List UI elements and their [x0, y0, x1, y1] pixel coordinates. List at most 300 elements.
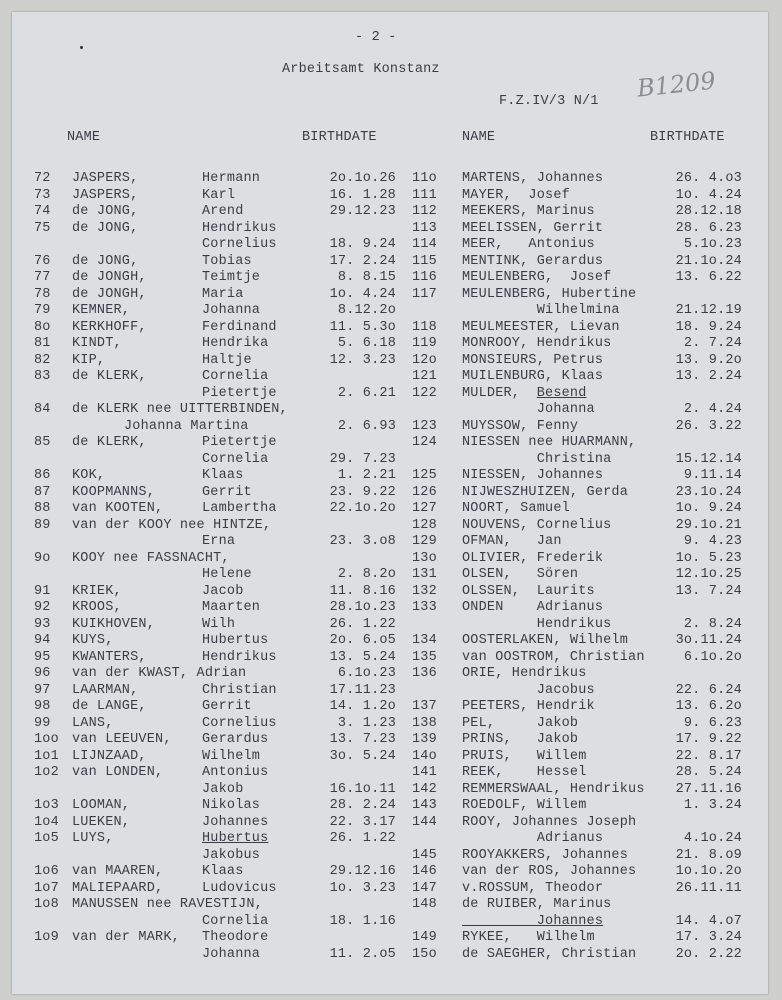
entry-number: 93 [34, 616, 51, 632]
entry-number: 75 [34, 220, 51, 236]
entry-number: 88 [34, 501, 51, 516]
entry-birthdate: 2. 6.93 [337, 418, 396, 434]
entry-row [12, 485, 412, 501]
entry-name: ROOYAKKERS, Johannes [462, 847, 629, 863]
entry-given-name: Johanna [202, 303, 261, 318]
entry-number: 144 [412, 814, 437, 830]
entry-birthdate: 26. 3.22 [675, 418, 742, 434]
entry-birthdate: 2. 6.21 [337, 385, 396, 401]
entry-given-name: Maarten [202, 600, 261, 615]
entry-row [412, 188, 742, 204]
entry-name: ROOY, Johannes Joseph [462, 814, 637, 830]
entry-row [12, 171, 412, 187]
entry-number: 89 [34, 517, 51, 533]
entry-number: 148 [412, 897, 437, 912]
entry-row [412, 254, 742, 270]
entry-row [412, 930, 742, 946]
entry-given-name: Teimtje [202, 270, 261, 285]
entry-birthdate: 23. 9.22 [329, 484, 396, 500]
entry-birthdate: 17. 3.24 [675, 930, 742, 945]
entry-number: 82 [34, 352, 51, 368]
entry-number: 143 [412, 798, 437, 813]
entry-given-name: Haltje [202, 352, 252, 368]
entry-number: 112 [412, 204, 437, 219]
entry-name: OLSEN, Sören [462, 567, 579, 582]
entry-birthdate: 12.1o.25 [675, 567, 742, 582]
entry-number: 96 [34, 666, 51, 681]
entry-birthdate: 5.1o.23 [683, 237, 742, 252]
entry-surname: van der KOOY nee HINTZE, [72, 517, 272, 533]
entry-birthdate: 11. 2.o5 [329, 946, 396, 962]
entry-birthdate: 4.1o.24 [683, 831, 742, 846]
entry-number: 73 [34, 187, 51, 203]
entry-birthdate: 2o. 6.o5 [329, 633, 396, 648]
entry-birthdate: 28. 2.24 [329, 798, 396, 813]
entry-row [412, 237, 742, 253]
entry-number: 97 [34, 682, 51, 698]
entry-number: 146 [412, 864, 437, 879]
entry-name: Wilhelmina [462, 303, 620, 318]
entry-number: 83 [34, 369, 51, 384]
entry-birthdate: 1. 2.21 [337, 468, 396, 483]
entry-name: NOORT, Samuel [462, 501, 570, 516]
entry-name: MEELISSEN, Gerrit [462, 220, 604, 236]
entry-number: 72 [34, 171, 51, 186]
page-number: - 2 - [355, 30, 397, 45]
entry-name: MUILENBURG, Klaas [462, 369, 604, 384]
entry-row [12, 270, 412, 286]
right-birthdate-header: BIRTHDATE [650, 130, 725, 145]
entry-surname: de LANGE, [72, 699, 147, 714]
entry-name: PEL, Jakob [462, 715, 579, 731]
entry-name: Christina [462, 451, 612, 467]
entry-number: 1o2 [34, 765, 59, 780]
entry-given-name: Jakob [202, 781, 244, 797]
entry-row [412, 303, 742, 319]
entry-birthdate: 23. 3.o8 [329, 534, 396, 549]
entry-birthdate: 16.1o.11 [329, 781, 396, 797]
entry-surname: KOK, [72, 468, 106, 483]
entry-surname: LUYS, [72, 831, 114, 846]
entry-birthdate: 18. 9.24 [675, 319, 742, 335]
entry-number: 124 [412, 435, 437, 450]
entry-name: NOUVENS, Cornelius [462, 517, 612, 533]
entry-given-name: Antonius [202, 765, 269, 780]
entry-name: MEER, Antonius [462, 237, 595, 252]
entry-number: 91 [34, 583, 51, 599]
entry-birthdate: 12. 3.23 [329, 352, 396, 368]
entry-name: NIESSEN, Johannes [462, 468, 604, 483]
entry-surname: KUYS, [72, 633, 114, 648]
entry-row [12, 353, 412, 369]
entry-surname: van MAAREN, [72, 864, 164, 879]
entry-birthdate: 2. 4.24 [683, 402, 742, 417]
entry-birthdate: 13. 6.2o [675, 699, 742, 714]
entry-name: Johanna [462, 402, 595, 417]
entry-number: 123 [412, 418, 437, 434]
entry-surname: de KLERK, [72, 369, 147, 384]
entry-row [412, 518, 742, 534]
document-page [12, 12, 768, 994]
entry-number: 135 [412, 649, 437, 665]
entry-row [412, 435, 742, 451]
entry-given-name: Jakobus [202, 847, 261, 863]
entry-name: REEK, Hessel [462, 765, 587, 780]
entry-row [12, 881, 412, 897]
entry-number: 129 [412, 534, 437, 549]
entry-birthdate: 22. 3.17 [329, 814, 396, 830]
entry-row [412, 270, 742, 286]
entry-row [412, 815, 742, 831]
entry-number: 1o1 [34, 748, 59, 764]
entry-name: ORIE, Hendrikus [462, 666, 587, 681]
entry-number: 14o [412, 748, 437, 764]
entry-birthdate: 3. 1.23 [337, 715, 396, 731]
entry-birthdate: 21. 8.o9 [675, 847, 742, 863]
entry-given-name: Hendrikus [202, 220, 277, 236]
entry-surname: de JONGH, [72, 286, 147, 302]
entry-name: Johannes [462, 913, 604, 929]
entry-given-name: Erna [202, 534, 236, 549]
entry-surname: KWANTERS, [72, 649, 147, 665]
entry-given-name: Arend [202, 204, 244, 219]
entry-row [12, 419, 412, 435]
entry-birthdate: 22.1o.2o [329, 501, 396, 516]
entry-birthdate: 18. 9.24 [329, 237, 396, 252]
entry-given-name: Ludovicus [202, 880, 277, 896]
entry-number: 85 [34, 435, 51, 450]
entry-given-name: Gerrit [202, 699, 252, 714]
entry-surname: KEMNER, [72, 303, 131, 318]
entry-name: MENTINK, Gerardus [462, 253, 604, 269]
entry-name: van OOSTROM, Christian [462, 649, 645, 665]
entry-birthdate: 26. 1.22 [329, 616, 396, 632]
entry-row [12, 699, 412, 715]
entry-row [412, 617, 742, 633]
entry-row [12, 584, 412, 600]
entry-row [412, 386, 742, 402]
entry-name: MEULENBERG, Josef [462, 270, 612, 285]
entry-row [12, 221, 412, 237]
entry-row [412, 699, 742, 715]
entry-row [12, 534, 412, 550]
entry-number: 9o [34, 550, 51, 566]
entry-birthdate: 1o. 4.24 [675, 187, 742, 203]
entry-surname: KINDT, [72, 336, 122, 351]
entry-row [412, 287, 742, 303]
entry-name: MULDER, Besend [462, 385, 587, 401]
entry-given-name: Jacob [202, 583, 244, 599]
left-birthdate-header: BIRTHDATE [302, 130, 377, 145]
entry-number: 77 [34, 270, 51, 285]
entry-row [12, 254, 412, 270]
entry-name: PEETERS, Hendrik [462, 699, 595, 714]
entry-birthdate: 29.12.23 [329, 204, 396, 219]
entry-row [412, 831, 742, 847]
entry-row [412, 534, 742, 550]
entry-row [12, 914, 412, 930]
entry-row [412, 765, 742, 781]
entry-surname: van KOOTEN, [72, 501, 164, 516]
entry-surname: van der MARK, [72, 930, 180, 945]
entry-number: 87 [34, 484, 51, 500]
entry-given-name: Hermann [202, 171, 261, 186]
entry-birthdate: 28. 5.24 [675, 765, 742, 780]
entry-name: NIESSEN nee HUARMANN, [462, 435, 637, 450]
entry-row [412, 320, 742, 336]
entry-row [12, 501, 412, 517]
entry-birthdate: 21.1o.24 [675, 253, 742, 269]
entry-birthdate: 11. 5.3o [329, 319, 396, 335]
entry-given-name: Cornelia [202, 451, 269, 467]
entry-birthdate: 1o.1o.2o [675, 864, 742, 879]
entry-birthdate: 1o. 9.24 [675, 501, 742, 516]
entry-birthdate: 26. 1.22 [329, 831, 396, 846]
entry-row [12, 650, 412, 666]
entry-surname: KUIKHOVEN, [72, 616, 156, 632]
entry-birthdate: 8.12.2o [337, 303, 396, 318]
entry-given-name: Cornelia [202, 369, 269, 384]
entry-given-name: Nikolas [202, 798, 261, 813]
entry-surname: de JONGH, [72, 270, 147, 285]
office-title: Arbeitsamt Konstanz [282, 62, 440, 77]
entry-row [412, 864, 742, 880]
entry-row [412, 221, 742, 237]
entry-given-name: Klaas [202, 468, 244, 483]
entry-row [412, 782, 742, 798]
entry-row [12, 798, 412, 814]
entry-given-name: Hendrikus [202, 649, 277, 665]
entry-surname: KROOS, [72, 600, 122, 615]
entry-name: Jacobus [462, 682, 595, 698]
entry-birthdate: 9. 4.23 [683, 534, 742, 549]
entry-name: MEULMEESTER, Lievan [462, 319, 620, 335]
entry-birthdate: 2o. 2.22 [675, 946, 742, 962]
entry-surname: KIP, [72, 352, 106, 368]
left-name-header: NAME [67, 130, 101, 145]
entry-row [412, 716, 742, 732]
entry-number: 74 [34, 204, 51, 219]
entry-given-name: Maria [202, 286, 244, 302]
entry-name: MAYER, Josef [462, 187, 570, 203]
entry-row [412, 171, 742, 187]
entry-given-name: Cornelia [202, 913, 269, 929]
entry-row [412, 947, 742, 963]
entry-row [12, 716, 412, 732]
entry-name: OLSSEN, Laurits [462, 583, 595, 599]
entry-row [12, 336, 412, 352]
entry-number: 138 [412, 715, 437, 731]
entry-row [412, 897, 742, 913]
entry-row [12, 782, 412, 798]
entry-row [12, 320, 412, 336]
entry-birthdate: 27.11.16 [675, 781, 742, 797]
handwritten-stamp: B1209 [635, 66, 717, 103]
entry-number: 81 [34, 336, 51, 351]
entry-name: Adrianus [462, 831, 604, 846]
entry-number: 111 [412, 187, 437, 203]
entry-name: OLIVIER, Frederik [462, 550, 604, 566]
entry-given-name: Theodore [202, 930, 269, 945]
entry-row [12, 666, 412, 682]
entry-name: v.ROSSUM, Theodor [462, 880, 604, 896]
entry-row [12, 551, 412, 567]
entry-given-name: Klaas [202, 864, 244, 879]
entry-given-name: Hubertus [202, 633, 269, 648]
entry-number: 113 [412, 220, 437, 236]
entry-birthdate: 1o. 3.23 [329, 880, 396, 896]
entry-row [412, 732, 742, 748]
entry-birthdate: 13. 9.2o [675, 352, 742, 368]
entry-row [12, 765, 412, 781]
entry-surname: de KLERK, [72, 435, 147, 450]
entry-name: MEEKERS, Marinus [462, 204, 595, 219]
entry-number: 114 [412, 237, 437, 252]
entry-number: 98 [34, 699, 51, 714]
entry-birthdate: 13. 5.24 [329, 649, 396, 665]
entry-number: 139 [412, 732, 437, 747]
entry-number: 76 [34, 253, 51, 269]
entry-number: 95 [34, 649, 51, 665]
entry-row [12, 732, 412, 748]
entry-surname: KOOPMANNS, [72, 484, 156, 500]
entry-number: 13o [412, 550, 437, 566]
entry-row [412, 633, 742, 649]
entry-number: 78 [34, 286, 51, 302]
entry-surname: JASPERS, [72, 171, 139, 186]
entry-row [412, 336, 742, 352]
entry-birthdate: 3o.11.24 [675, 633, 742, 648]
entry-surname: de KLERK nee UITTERBINDEN, [72, 402, 288, 417]
entry-row [412, 914, 742, 930]
entry-row [412, 369, 742, 385]
entry-surname: LOOMAN, [72, 798, 131, 813]
entry-row [412, 666, 742, 682]
entry-name: MONSIEURS, Petrus [462, 352, 604, 368]
entry-number: 11o [412, 171, 437, 186]
entry-row [12, 897, 412, 913]
entry-name: ROEDOLF, Willem [462, 798, 587, 813]
entry-given-name: Johanna Martina [124, 418, 249, 434]
entry-row [12, 402, 412, 418]
entry-number: 1o8 [34, 897, 59, 912]
entry-birthdate: 3o. 5.24 [329, 748, 396, 764]
entry-given-name: Gerardus [202, 732, 269, 747]
entry-birthdate: 1. 3.24 [683, 798, 742, 813]
entry-surname: JASPERS, [72, 187, 139, 203]
ink-dot [80, 46, 83, 49]
entry-birthdate: 2. 8.2o [337, 567, 396, 582]
entry-birthdate: 29. 7.23 [329, 451, 396, 467]
entry-birthdate: 13. 7.23 [329, 732, 396, 747]
entry-row [12, 831, 412, 847]
entry-row [12, 567, 412, 583]
entry-number: 12o [412, 352, 437, 368]
entry-name: PRINS, Jakob [462, 732, 579, 747]
entry-birthdate: 17.11.23 [329, 682, 396, 698]
entry-row [412, 485, 742, 501]
entry-row [12, 303, 412, 319]
entry-row [412, 848, 742, 864]
entry-birthdate: 2. 7.24 [683, 336, 742, 351]
entry-birthdate: 28.1o.23 [329, 600, 396, 615]
entry-number: 145 [412, 847, 437, 863]
entry-row [12, 633, 412, 649]
entry-number: 8o [34, 319, 51, 335]
entry-row [12, 600, 412, 616]
entry-row [412, 584, 742, 600]
entry-row [12, 468, 412, 484]
entry-number: 126 [412, 484, 437, 500]
entry-birthdate: 14. 1.2o [329, 699, 396, 714]
entry-row [412, 798, 742, 814]
entry-birthdate: 26. 4.o3 [675, 171, 742, 186]
entry-given-name: Ferdinand [202, 319, 277, 335]
entry-surname: van LONDEN, [72, 765, 164, 780]
entry-birthdate: 6.1o.2o [683, 649, 742, 665]
entry-number: 149 [412, 930, 437, 945]
entry-name: de SAEGHER, Christian [462, 946, 637, 962]
entry-birthdate: 22. 6.24 [675, 682, 742, 698]
entry-row [12, 435, 412, 451]
entry-row [412, 419, 742, 435]
entry-number: 117 [412, 286, 437, 302]
entry-name: PRUIS, Willem [462, 748, 587, 764]
entry-given-name: Johanna [202, 946, 261, 962]
entry-number: 122 [412, 385, 437, 401]
entry-birthdate: 13. 2.24 [675, 369, 742, 384]
entry-given-name: Wilhelm [202, 748, 261, 764]
entry-number: 133 [412, 600, 437, 615]
entry-birthdate: 9. 6.23 [683, 715, 742, 731]
entry-row [12, 930, 412, 946]
entry-given-name: Hendrika [202, 336, 269, 351]
entry-number: 132 [412, 583, 437, 599]
entry-surname: LUEKEN, [72, 814, 131, 830]
entry-row [412, 683, 742, 699]
entry-birthdate: 23.1o.24 [675, 484, 742, 500]
entry-number: 115 [412, 253, 437, 269]
entry-number: 15o [412, 946, 437, 962]
entry-number: 94 [34, 633, 51, 648]
entry-number: 136 [412, 666, 437, 681]
entry-number: 1o7 [34, 880, 59, 896]
entry-given-name: Pietertje [202, 385, 277, 401]
entry-given-name: Johannes [202, 814, 269, 830]
entry-row [12, 947, 412, 963]
entry-surname: KOOY nee FASSNACHT, [72, 550, 230, 566]
entry-birthdate: 2o.1o.26 [329, 171, 396, 186]
entry-surname: MANUSSEN nee RAVESTIJN, [72, 897, 263, 912]
entry-row [12, 386, 412, 402]
entry-birthdate: 29.12.16 [329, 864, 396, 879]
entry-row [12, 848, 412, 864]
entry-number: 1o3 [34, 798, 59, 813]
entry-birthdate: 5. 6.18 [337, 336, 396, 351]
entry-surname: van LEEUVEN, [72, 732, 172, 747]
entry-number: 137 [412, 699, 437, 714]
entry-row [412, 353, 742, 369]
entry-given-name: Karl [202, 187, 236, 203]
entry-number: 1oo [34, 732, 59, 747]
entry-row [412, 402, 742, 418]
entry-number: 121 [412, 369, 437, 384]
entry-surname: KERKHOFF, [72, 319, 147, 335]
entry-surname: de JONG, [72, 253, 139, 269]
entry-row [412, 551, 742, 567]
entry-row [12, 204, 412, 220]
entry-row [12, 617, 412, 633]
